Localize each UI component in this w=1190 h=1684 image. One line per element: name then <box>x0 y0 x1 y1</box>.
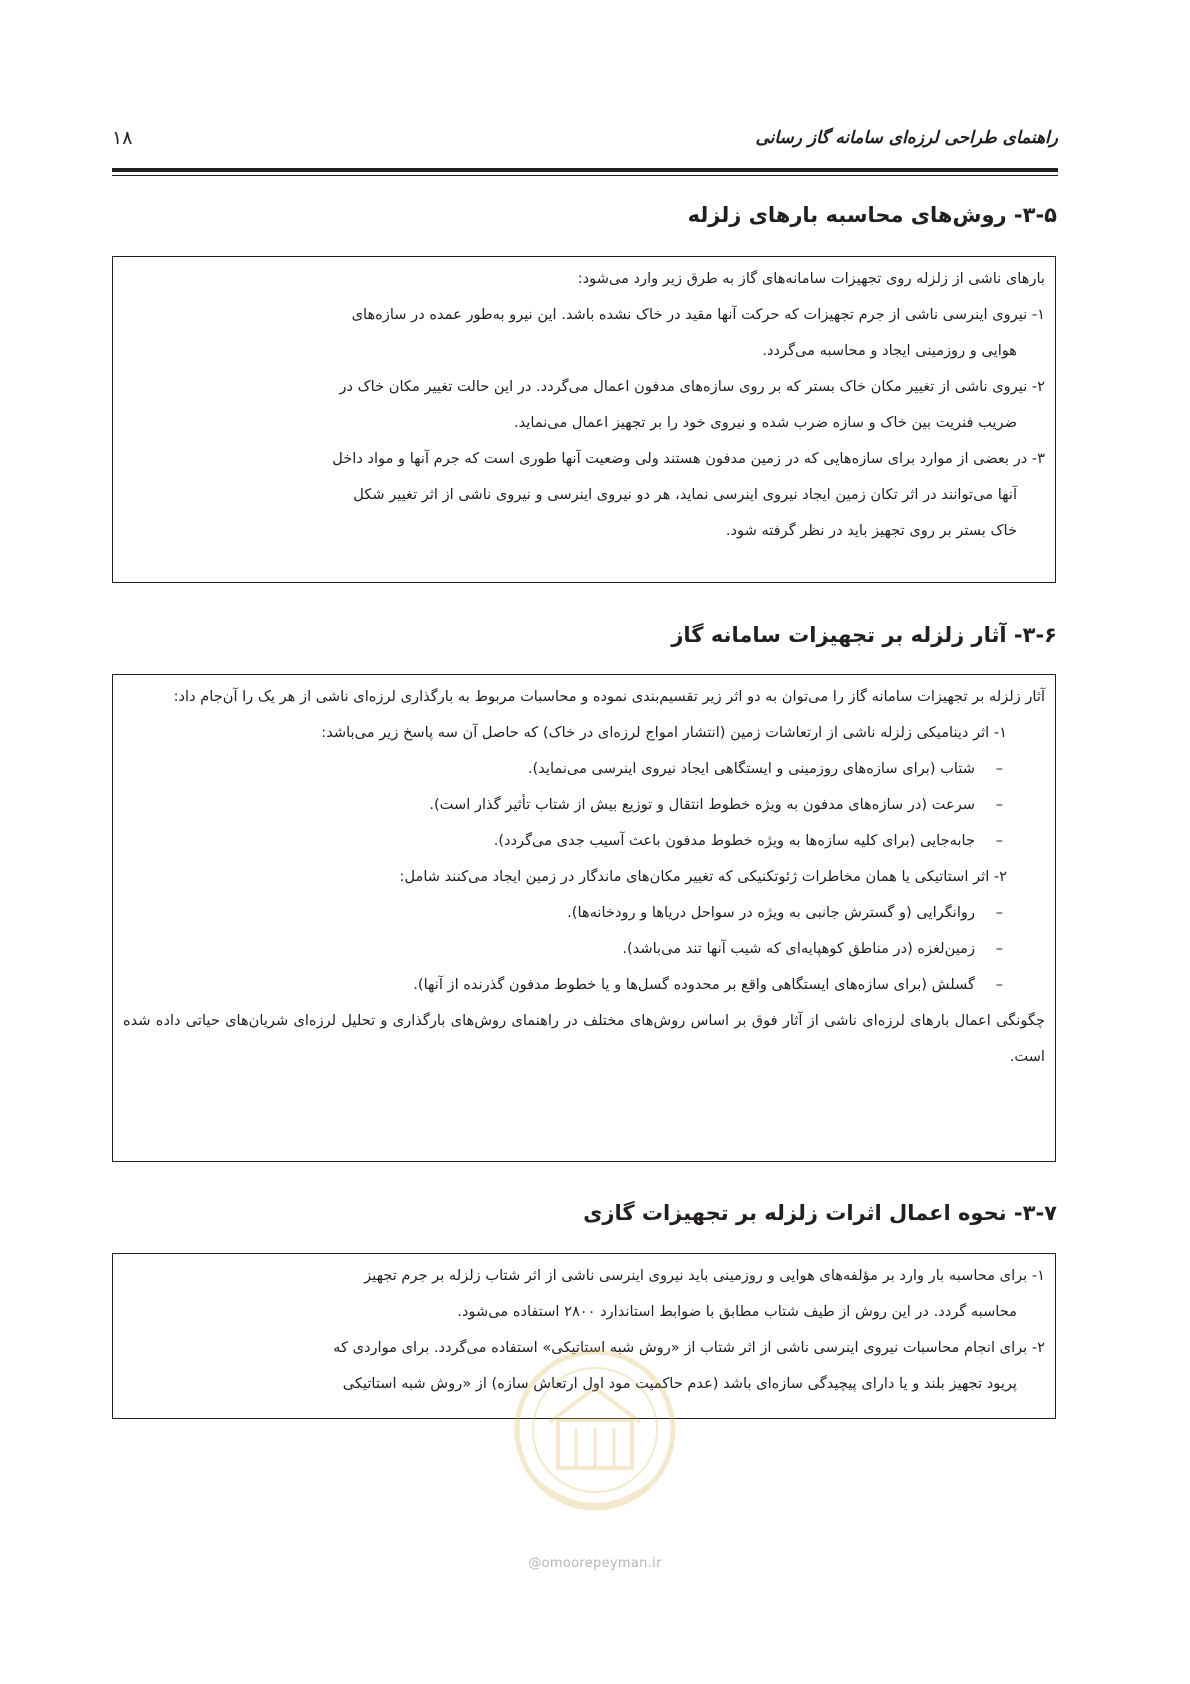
list-item <box>123 297 1045 369</box>
bullet-item <box>123 787 1045 823</box>
list-item-continuation: پریود تجهیز بلند و یا دارای پیچیدگی سازه‌ای باشد (عدم حاکمیت مود اول ارتعاش سازه) از «روش شبه استاتیکی <box>342 1375 1017 1392</box>
list-item-continuation: آنها می‌توانند در اثر تکان زمین ایجاد نیروی اینرسی نماید، هر دو نیروی اینرسی و نیروی ناشی از اثر تغییر شکل <box>353 486 1017 503</box>
list-item-line: ۲- نیروی ناشی از تغییر مکان خاک بستر که بر روی سازه‌های مدفون اعمال می‌گردد. در این حالت تغییر مکان خاک در <box>339 378 1045 395</box>
bullet-text: زمین‌لغزه (در مناطق کوهپایه‌ای که شیب آنها تند می‌باشد). <box>622 940 975 957</box>
watermark-site: @omoorepeyman.ir <box>528 1556 662 1571</box>
list-item <box>123 441 1045 549</box>
header-rule-thin <box>112 175 1058 176</box>
page-number: ۱۸ <box>112 127 133 149</box>
bullet-text: گسلش (برای سازه‌های ایستگاهی واقع بر محدوده گسل‌ها و یا خطوط مدفون گذرنده از آنها). <box>413 976 975 993</box>
section-heading-3-5: ۳-۵- روش‌های محاسبه بارهای زلزله <box>687 203 1057 227</box>
list-item-line: ۱- نیروی اینرسی ناشی از جرم تجهیزات که حرکت آنها مقید در خاک نشده باشد. این نیرو به‌طور عمده در سازه‌های <box>351 306 1045 323</box>
list-item <box>123 1330 1045 1402</box>
bullet-text: شتاب (برای سازه‌های روزمینی و ایستگاهی ایجاد نیروی اینرسی می‌نماید). <box>527 760 975 777</box>
list-item <box>123 369 1045 441</box>
dash-icon: – <box>995 832 1003 849</box>
list-item-continuation: هوایی و روزمینی ایجاد و محاسبه می‌گردد. <box>762 342 1017 359</box>
list-item-continuation: ضریب فنریت بین خاک و سازه ضرب شده و نیروی خود را بر تجهیز اعمال می‌نماید. <box>514 414 1017 431</box>
section-heading-3-7: ۳-۷- نحوه اعمال اثرات زلزله بر تجهیزات گازی <box>583 1201 1057 1225</box>
list-item-continuation: محاسبه گردد. در این روش از طیف شتاب مطابق با ضوابط استاندارد ۲۸۰۰ استفاده می‌شود. <box>457 1303 1017 1320</box>
dash-icon: – <box>995 904 1003 921</box>
bullet-text: روانگرایی (و گسترش جانبی به ویژه در سواحل دریاها و رودخانه‌ها). <box>567 904 975 921</box>
list-item-line: ۱- برای محاسبه بار وارد بر مؤلفه‌های هوایی و روزمینی باید نیروی اینرسی ناشی از اثر شتاب زلزله بر جرم تجهیز <box>364 1267 1045 1284</box>
group-title: ۱- اثر دینامیکی زلزله ناشی از ارتعاشات زمین (انتشار امواج لرزه‌ای در خاک) که حاصل آن سه پاسخ زیر می‌باشد: <box>321 724 1007 741</box>
section-box-3-6 <box>112 674 1056 1162</box>
section-intro: بارهای ناشی از زلزله روی تجهیزات سامانه‌های گاز به طرق زیر وارد می‌شود: <box>577 270 1045 287</box>
bullet-item <box>123 751 1045 787</box>
dash-icon: – <box>995 796 1003 813</box>
list-item-line: ۲- برای انجام محاسبات نیروی اینرسی ناشی از اثر شتاب از «روش شبه استاتیکی» استفاده می‌گردد. برای مواردی که <box>333 1339 1045 1356</box>
page-header <box>112 126 1058 174</box>
dash-icon: – <box>995 940 1003 957</box>
dash-icon: – <box>995 976 1003 993</box>
dash-icon: – <box>995 760 1003 777</box>
running-title: راهنمای طراحی لرزه‌ای سامانه گاز رسانی <box>755 128 1058 148</box>
bullet-item <box>123 967 1045 1003</box>
section-box-3-7 <box>112 1253 1056 1419</box>
section-intro: آثار زلزله بر تجهیزات سامانه گاز را می‌توان به دو اثر زیر تقسیم‌بندی نموده و محاسبات مربوط به بارگذاری لرزه‌ای ناشی از هر یک را آن‌جام داد: <box>173 688 1045 705</box>
section-outro: چگونگی اعمال بارهای لرزه‌ای ناشی از آثار فوق بر اساس روش‌های مختلف در راهنمای روش‌های بارگذاری و تحلیل لرزه‌ای شریان‌های حیاتی داده شده است. <box>123 1012 1045 1065</box>
bullet-text: سرعت (در سازه‌های مدفون به ویژه خطوط انتقال و توزیع بیش از شتاب تأثیر گذار است). <box>429 796 975 813</box>
list-item <box>123 1258 1045 1330</box>
bullet-item <box>123 931 1045 967</box>
list-item-line: ۳- در بعضی از موارد برای سازه‌هایی که در زمین مدفون هستند ولی وضعیت آنها طوری است که جرم آنها و مواد داخل <box>332 450 1045 467</box>
list-item-continuation: خاک بستر بر روی تجهیز باید در نظر گرفته شود. <box>725 522 1017 539</box>
bullet-item <box>123 895 1045 931</box>
group-title: ۲- اثر استاتیکی یا همان مخاطرات ژئوتکنیکی که تغییر مکان‌های ماندگار در زمین ایجاد می‌کنند شامل: <box>399 868 1007 885</box>
header-rule-thick <box>112 168 1058 172</box>
bullet-item <box>123 823 1045 859</box>
section-heading-3-6: ۳-۶- آثار زلزله بر تجهیزات سامانه گاز <box>671 623 1057 647</box>
bullet-text: جابه‌جایی (برای کلیه سازه‌ها به ویژه خطوط مدفون باعث آسیب جدی می‌گردد). <box>493 832 975 849</box>
section-box-3-5 <box>112 256 1056 583</box>
